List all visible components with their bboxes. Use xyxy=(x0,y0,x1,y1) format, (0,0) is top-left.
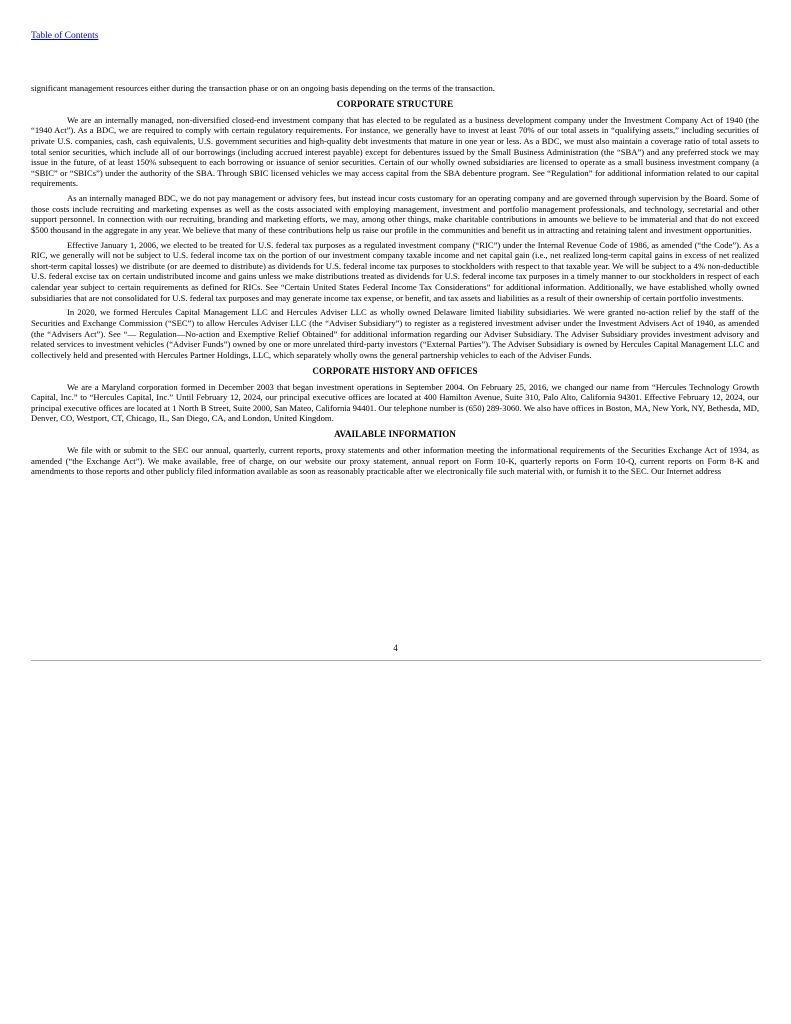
table-of-contents-link[interactable]: Table of Contents xyxy=(31,31,99,41)
section-heading-corporate-history: CORPORATE HISTORY AND OFFICES xyxy=(312,365,478,376)
document-body xyxy=(31,83,759,481)
page-number: 4 xyxy=(393,643,398,653)
paragraph-internal-management-costs: As an internally managed BDC, we do not pay management or advisory fees, but instead incur costs customary for an operating company and are governed through supervision by the Board. Some of those costs include recruiting and marketing expenses as well as the costs associated with employing management, investment and portfolio management professionals, and technology, secretarial and other support personnel. In connection with our recruiting, branding and marketing efforts, we may, among other things, make charitable contributions in amounts we believe to be immaterial and that do not exceed $500 thousand in the aggregate in any year. We believe that many of these contributions help us raise our profile in the communities and benefit us in attracting and retaining talent and investment opportunities. xyxy=(31,193,759,235)
paragraph-available-information: We file with or submit to the SEC our annual, quarterly, current reports, proxy statements and other information meeting the informational requirements of the Securities Exchange Act of 1934, as amended (“the Exchange Act”). We make available, free of charge, on our website our proxy statement, annual report on Form 10-K, quarterly reports on Form 10-Q, current reports on Form 8-K and amendments to those reports and other publicly filed information available as soon as reasonably practicable after we electronically file such material with, or furnish it to the SEC. Our Internet address xyxy=(31,445,759,477)
footer-divider xyxy=(31,660,761,661)
section-heading-available-information: AVAILABLE INFORMATION xyxy=(334,429,456,440)
paragraph-adviser-subsidiary: In 2020, we formed Hercules Capital Management LLC and Hercules Adviser LLC as wholly owned Delaware limited liability subsidiaries. We were granted no-action relief by the staff of the Securities and Exchange Commission (“SEC”) to allow Hercules Adviser LLC (the “Adviser Subsidiary”) to register as a registered investment adviser under the Investment Advisers Act of 1940, as amended (the “Advisers Act”). See “— Regulation—No-action and Exemptive Relief Obtained” for additional information regarding our Adviser Subsidiary. The Adviser Subsidiary provides investment advisory and related services to investment vehicles (“Adviser Funds”) owned by one or more unrelated third-party investors (“External Parties”). The Adviser Subsidiary is owned by Hercules Capital Management LLC and collectively held and presented with Hercules Partner Holdings, LLC, which separately wholly owns the general partnership vehicles to each of the Adviser Funds. xyxy=(31,307,759,360)
section-heading-corporate-structure: CORPORATE STRUCTURE xyxy=(336,98,454,109)
paragraph-bdc-regulation: We are an internally managed, non-diversified closed-end investment company that has elected to be regulated as a business development company under the Investment Company Act of 1940 (the “1940 Act”). As a BDC, we are required to comply with certain regulatory requirements. For instance, we generally have to invest at least 70% of our total assets in “qualifying assets,” including securities of private U.S. companies, cash, cash equivalents, U.S. government securities and high-quality debt investments that mature in one year or less. As a BDC, we must also maintain a coverage ratio of total assets to total senior securities, which include all of our borrowings (including accrued interest payable) except for debentures issued by the Small Business Administration (the “SBA”) and any preferred stock we may issue in the future, of at least 150% subsequent to each borrowing or issuance of senior securities. Certain of our wholly owned subsidiaries are licensed to operate as a small business investment company (a “SBIC” or “SBICs”) under the authority of the SBA. Through SBIC licensed vehicles we may access capital from the SBA debenture program. See “Regulation” for additional information related to our capital requirements. xyxy=(31,114,759,189)
paragraph-ric-tax-treatment: Effective January 1, 2006, we elected to be treated for U.S. federal tax purposes as a regulated investment company (“RIC”) under the Internal Revenue Code of 1986, as amended (“the Code”). As a RIC, we generally will not be subject to U.S. federal income tax on the portion of our investment company taxable income and net capital gain (i.e., net realized long-term capital gains in excess of net realized short-term capital losses) we distribute (or are deemed to distribute) as dividends for U.S. federal income tax purposes to stockholders with respect to that taxable year. We will be subject to a 4% non-deductible U.S. federal excise tax on certain undistributed income and gains unless we make distributions treated as dividends for U.S. federal income tax purposes in a timely manner to our stockholders in respect of each calendar year subject to certain requirements as defined for RICs. See “Certain United States Federal Income Tax Considerations” for additional information. Additionally, we have established wholly owned subsidiaries that are not consolidated for U.S. federal tax purposes and may generate income tax expense, or benefit, and tax assets and liabilities as a result of their ownership of certain portfolio investments. xyxy=(31,239,759,303)
paragraph-history-offices: We are a Maryland corporation formed in December 2003 that began investment operations in September 2004. On February 25, 2016, we changed our name from “Hercules Technology Growth Capital, Inc.” to “Hercules Capital, Inc.” Until February 12, 2024, our principal executive offices are located at 400 Hamilton Avenue, Suite 310, Palo Alto, California 94301. Effective February 12, 2024, our principal executive offices are located at 1 North B Street, Suite 2000, San Mateo, California 94401. Our telephone number is (650) 289-3060. We also have offices in Boston, MA, New York, NY, Bethesda, MD, Denver, CO, Westport, CT, Chicago, IL, San Diego, CA, and London, United Kingdom. xyxy=(31,381,759,424)
intro-continuation-paragraph: significant management resources either during the transaction phase or on an ongoing basis depending on the terms of the transaction. xyxy=(31,83,495,93)
